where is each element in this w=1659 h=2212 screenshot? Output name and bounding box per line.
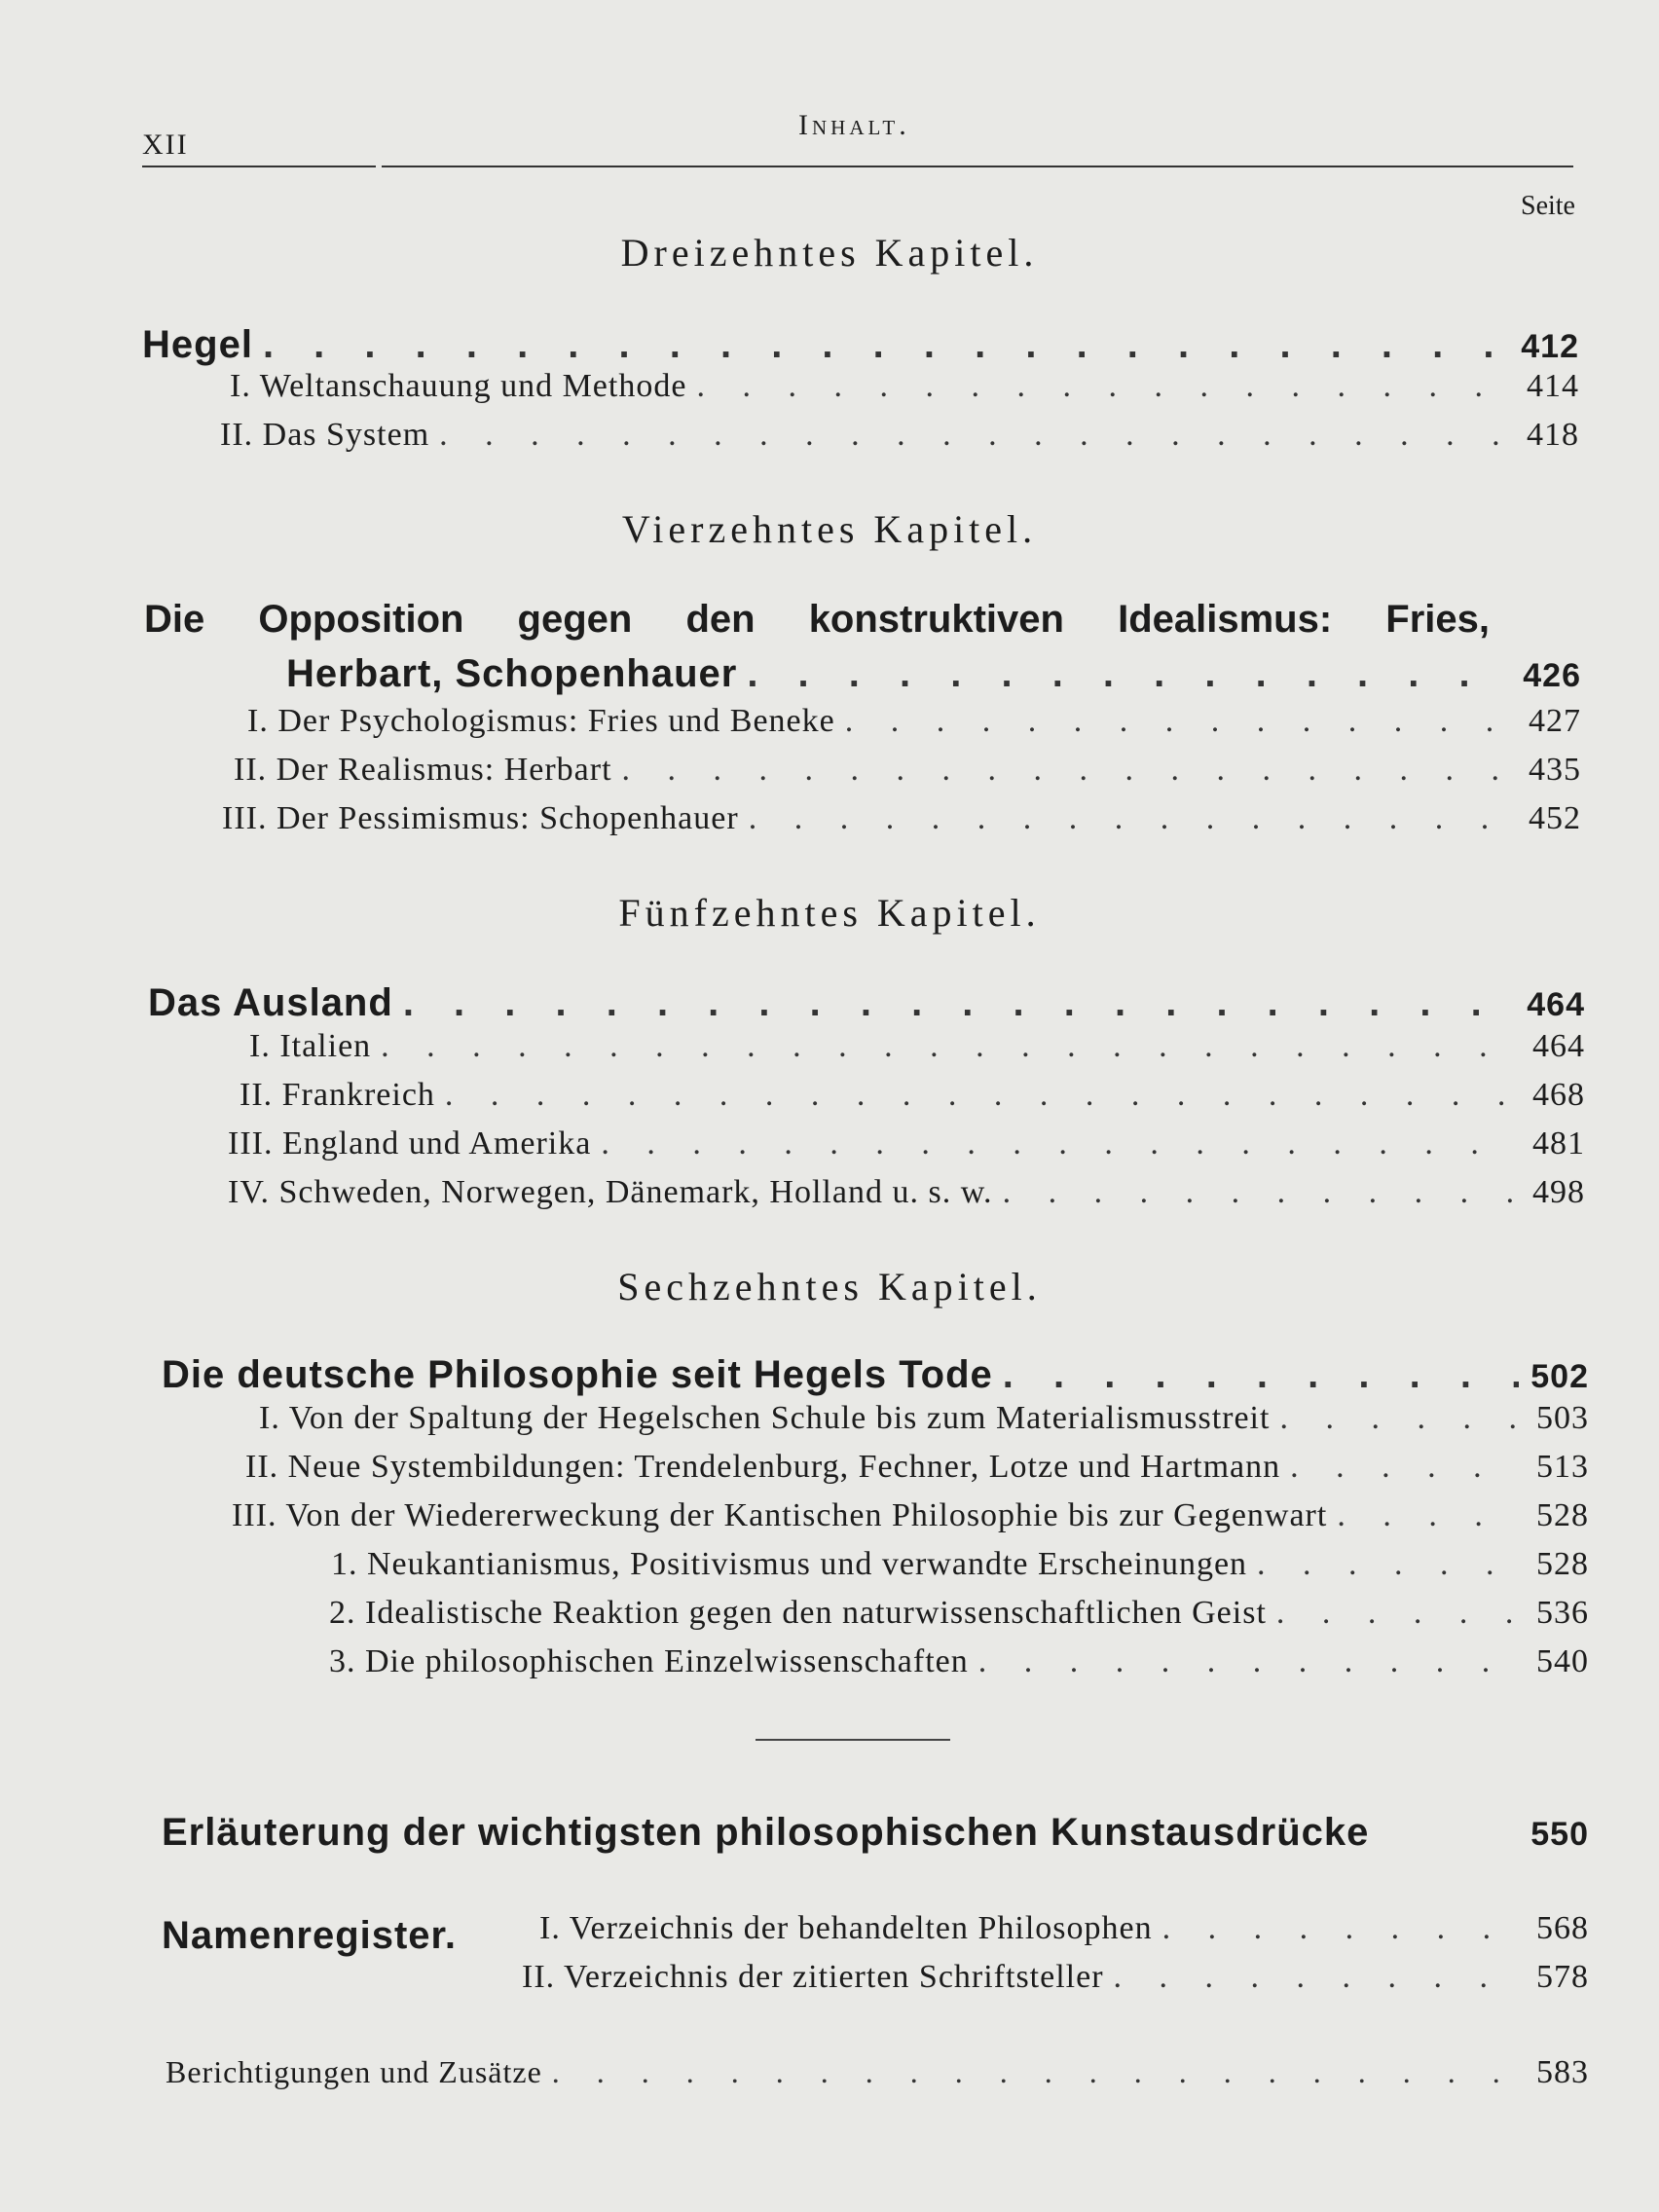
entry-page: 435 — [1529, 752, 1581, 788]
title-word: den — [685, 598, 756, 641]
entry-title: III. Der Pessimismus: Schopenhauer — [222, 800, 739, 836]
entry-page: 412 — [1521, 328, 1579, 365]
entry-title: Herbart, Schopenhauer — [286, 652, 738, 695]
toc-glossary-entry — [162, 1811, 1589, 1855]
dot-leader — [747, 652, 1511, 696]
title-word: gegen — [517, 598, 633, 641]
entry-title: 3. Die philosophischen Einzelwissenschaften — [329, 1643, 969, 1679]
toc-entry — [230, 368, 1579, 405]
chapter-14-heading: Vierzehntes Kapitel. — [621, 507, 1038, 551]
entry-title: I. Der Psychologismus: Fries und Beneke — [247, 703, 835, 739]
toc-main-entry — [148, 981, 1585, 1025]
title-word: Idealismus: — [1118, 598, 1333, 641]
toc-entry — [245, 1449, 1589, 1486]
dot-leader — [1162, 1910, 1519, 1947]
entry-page: 464 — [1532, 1028, 1585, 1064]
chapter-16-heading: Sechzehntes Kapitel. — [617, 1265, 1042, 1309]
entry-page: 418 — [1527, 417, 1579, 453]
entry-page: 498 — [1532, 1174, 1585, 1210]
entry-title: I. Weltanschauung und Methode — [230, 368, 687, 404]
entry-page: 414 — [1527, 368, 1579, 404]
toc-entry — [232, 1497, 1589, 1534]
entry-page: 468 — [1532, 1077, 1585, 1113]
entry-title: I. Von der Spaltung der Hegelschen Schule bis zum Materialismusstreit — [259, 1400, 1271, 1436]
dot-leader — [263, 323, 1509, 367]
chapter-13-heading: Dreizehntes Kapitel. — [620, 231, 1039, 275]
entry-page: 528 — [1536, 1497, 1589, 1533]
toc-subentry — [331, 1546, 1589, 1583]
entry-title: III. Von der Wiedererweckung der Kantischen Philosophie bis zur Gegenwart — [232, 1497, 1328, 1533]
dot-leader — [622, 752, 1511, 789]
dot-leader — [403, 981, 1515, 1025]
chapter-15-heading: Fünfzehntes Kapitel. — [618, 891, 1041, 935]
toc-entry — [220, 417, 1579, 454]
entry-page: 536 — [1536, 1595, 1589, 1631]
dot-leader — [439, 417, 1509, 454]
dot-leader — [1276, 1595, 1519, 1632]
entry-page: 583 — [1536, 2054, 1589, 2090]
dot-leader — [1003, 1174, 1515, 1211]
toc-entry — [222, 800, 1581, 837]
page-number: XII — [142, 129, 189, 161]
title-word: Opposition — [258, 598, 464, 641]
entry-page: 427 — [1529, 703, 1581, 739]
dot-leader — [552, 2054, 1519, 2090]
toc-entry — [259, 1400, 1589, 1437]
title-word: konstruktiven — [808, 598, 1064, 641]
entry-title: II. Frankreich — [240, 1077, 435, 1113]
entry-title: II. Verzeichnis der zitierten Schriftsteller — [522, 1959, 1104, 1995]
entry-title: Das Ausland — [148, 981, 393, 1024]
dot-leader — [445, 1077, 1515, 1114]
dot-leader — [696, 368, 1509, 405]
entry-page: 528 — [1536, 1546, 1589, 1582]
entry-title: Erläuterung der wichtigsten philosophischen Kunstausdrücke — [162, 1811, 1370, 1854]
toc-subentry — [329, 1643, 1589, 1680]
dot-leader — [1257, 1546, 1519, 1583]
toc-entry — [234, 752, 1581, 789]
dot-leader — [978, 1643, 1519, 1680]
dot-leader — [381, 1028, 1515, 1065]
toc-entry — [522, 1959, 1589, 1996]
dot-leader — [601, 1125, 1515, 1162]
toc-entry — [228, 1174, 1585, 1211]
toc-main-entry-line2 — [286, 652, 1581, 696]
entry-page: 578 — [1536, 1959, 1589, 1995]
running-title: Inhalt. — [798, 109, 910, 141]
toc-entry — [228, 1125, 1585, 1162]
entry-page: 481 — [1532, 1125, 1585, 1161]
entry-title: 1. Neukantianismus, Positivismus und verwandte Erscheinungen — [331, 1546, 1248, 1582]
header-rule-right — [382, 166, 1573, 167]
entry-title: I. Italien — [249, 1028, 372, 1064]
toc-entry — [240, 1077, 1585, 1114]
toc-errata-entry — [166, 2054, 1589, 2091]
toc-entry — [247, 703, 1581, 740]
entry-title: I. Verzeichnis der behandelten Philosophen — [539, 1910, 1153, 1946]
entry-title: II. Neue Systembildungen: Trendelenburg, Fechner, Lotze und Hartmann — [245, 1449, 1281, 1485]
dot-leader — [1003, 1353, 1519, 1397]
entry-title: Die deutsche Philosophie seit Hegels Tode — [162, 1353, 993, 1396]
entry-page: 452 — [1529, 800, 1581, 836]
name-index-label: Namenregister. — [162, 1914, 458, 1957]
toc-main-entry-line1 — [144, 598, 1490, 642]
entry-title: II. Das System — [220, 417, 430, 453]
dot-leader — [1337, 1497, 1519, 1534]
entry-title: II. Der Realismus: Herbart — [234, 752, 612, 788]
page-column-label: Seite — [1521, 191, 1575, 221]
entry-page: 540 — [1536, 1643, 1589, 1679]
entry-page: 550 — [1530, 1816, 1589, 1853]
entry-title: Berichtigungen und Zusätze — [166, 2054, 542, 2089]
entry-page: 568 — [1536, 1910, 1589, 1946]
section-divider — [756, 1739, 950, 1741]
entry-page: 502 — [1530, 1358, 1589, 1395]
header-rule-left — [142, 166, 376, 167]
entry-title: IV. Schweden, Norwegen, Dänemark, Holland u. s. w. — [228, 1174, 993, 1210]
title-word: Fries, — [1385, 598, 1490, 641]
entry-page: 503 — [1536, 1400, 1589, 1436]
dot-leader — [845, 703, 1511, 740]
toc-entry — [539, 1910, 1589, 1947]
dot-leader — [1114, 1959, 1519, 1996]
dot-leader — [1290, 1449, 1519, 1486]
dot-leader — [749, 800, 1511, 837]
toc-main-entry — [162, 1353, 1589, 1397]
toc-main-entry — [142, 323, 1579, 367]
entry-title: Hegel — [142, 323, 253, 366]
entry-page: 464 — [1527, 986, 1585, 1023]
entry-title: 2. Idealistische Reaktion gegen den naturwissenschaftlichen Geist — [329, 1595, 1267, 1631]
entry-title: III. England und Amerika — [228, 1125, 592, 1161]
entry-page: 513 — [1536, 1449, 1589, 1485]
title-word: Die — [144, 598, 205, 641]
dot-leader — [1279, 1400, 1519, 1437]
toc-subentry — [329, 1595, 1589, 1632]
toc-entry — [249, 1028, 1585, 1065]
entry-page: 426 — [1523, 657, 1581, 694]
